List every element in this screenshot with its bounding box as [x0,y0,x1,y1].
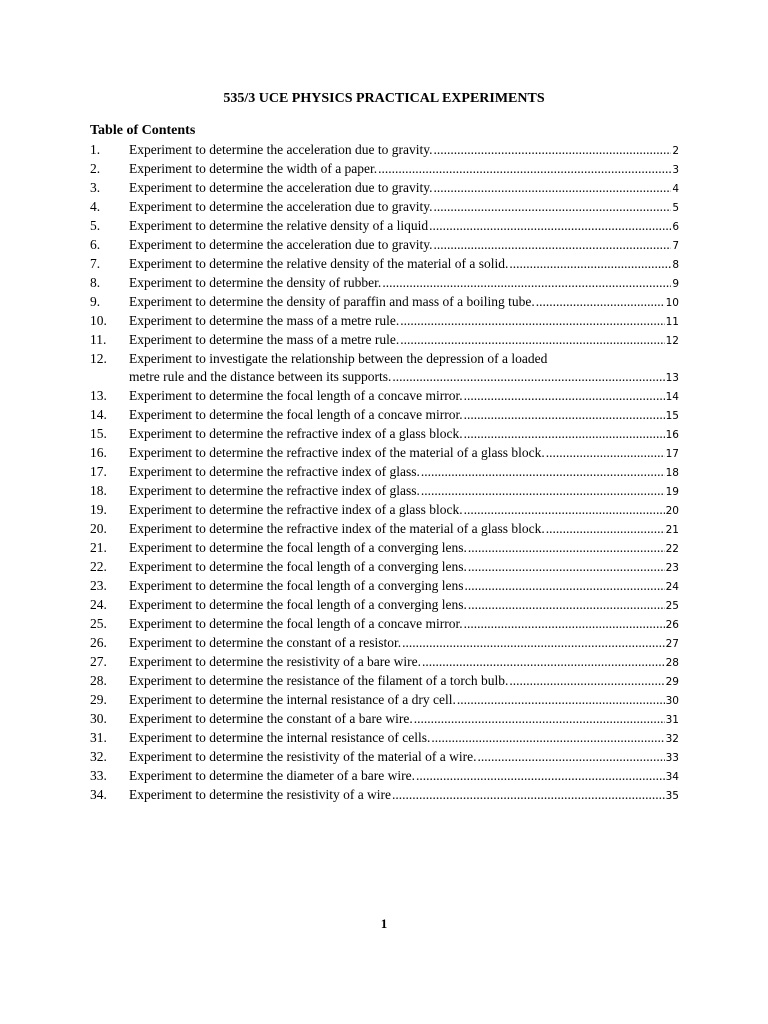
toc-entry-number: 9. [90,294,101,309]
toc-entry-title-continued: metre rule and the distance between its supports. [129,369,392,384]
dot-leader [478,748,665,766]
toc-entry-page[interactable]: 18 [665,467,679,479]
toc-entry[interactable] [90,236,679,255]
dot-leader [382,274,671,292]
toc-entry-number: 6. [90,237,101,252]
dot-leader [414,710,665,728]
toc-entry-page[interactable]: 6 [672,221,679,233]
toc-entry[interactable] [90,691,679,710]
toc-entry-page[interactable]: 28 [665,657,679,669]
dot-leader [416,767,665,785]
toc-entry-number: 34. [90,787,107,802]
toc-entry-page[interactable]: 20 [665,505,679,517]
toc-entry-page[interactable]: 2 [672,145,679,157]
toc-entry-title: Experiment to determine the acceleration due to gravity. [129,180,433,195]
toc-entry-title: Experiment to determine the constant of a resistor. [129,635,402,650]
toc-entry[interactable] [90,634,679,653]
dot-leader [434,179,672,197]
dot-leader [434,141,672,159]
toc-entry-number: 5. [90,218,101,233]
toc-entry-page[interactable]: 4 [672,183,679,195]
dot-leader [434,236,672,254]
toc-entry-number: 7. [90,256,101,271]
toc-entry-title: Experiment to determine the resistance of the filament of a torch bulb. [129,673,509,688]
toc-entry[interactable] [90,672,679,691]
toc-entry-title: Experiment to determine the resistivity of a wire [129,787,392,802]
dot-leader [546,444,665,462]
dot-leader [468,539,665,557]
toc-entry-page[interactable]: 25 [665,600,679,612]
toc-entry-page[interactable]: 8 [672,259,679,271]
toc-entry-title: Experiment to determine the internal resistance of cells. [129,730,431,745]
toc-entry[interactable] [90,501,679,520]
toc-entry-title: Experiment to determine the focal length of a converging lens. [129,559,467,574]
toc-entry[interactable] [90,596,679,615]
toc-entry[interactable] [90,520,679,539]
toc-entry-title: Experiment to investigate the relationship between the depression of a loaded [129,351,548,366]
toc-entry[interactable] [90,160,679,179]
dot-leader [421,482,665,500]
dot-leader [464,501,665,519]
toc-entry[interactable] [90,653,679,672]
toc-entry-page[interactable]: 14 [665,391,679,403]
dot-leader [392,786,665,804]
dot-leader [509,255,671,273]
toc-entry[interactable] [90,558,679,577]
toc-entry-page[interactable]: 21 [665,524,679,536]
toc-entry-number: 30. [90,711,107,726]
toc-entry-page[interactable]: 11 [665,316,679,328]
toc-entry-number: 3. [90,180,101,195]
toc-entry-page[interactable]: 34 [665,771,679,783]
toc-entry-title: Experiment to determine the focal length of a concave mirror. [129,616,463,631]
toc-entry-title: Experiment to determine the internal resistance of a dry cell. [129,692,456,707]
toc-entry-number: 4. [90,199,101,214]
toc-entry-number: 29. [90,692,107,707]
dot-leader [402,634,664,652]
dot-leader [434,198,672,216]
toc-entry-page[interactable]: 19 [665,486,679,498]
toc-entry-title: Experiment to determine the refractive index of a glass block. [129,502,463,517]
toc-entry-number: 2. [90,161,101,176]
toc-entry-page[interactable]: 23 [665,562,679,574]
dot-leader [378,160,671,178]
toc-entry-number: 31. [90,730,107,745]
toc-entry-number: 19. [90,502,107,517]
toc-entry[interactable] [90,786,679,805]
toc-entry-page[interactable]: 7 [672,240,679,252]
toc-entry-page[interactable]: 31 [665,714,679,726]
toc-entry-title: Experiment to determine the resistivity of a bare wire. [129,654,422,669]
toc-entry-page[interactable]: 22 [665,543,679,555]
toc-entry-title: Experiment to determine the focal length of a concave mirror. [129,388,463,403]
toc-entry-title: Experiment to determine the focal length of a converging lens [129,578,464,593]
toc-entry-page[interactable]: 3 [672,164,679,176]
dot-leader [465,577,665,595]
dot-leader [464,425,665,443]
toc-entry-number: 13. [90,388,107,403]
toc-entry-page[interactable]: 5 [672,202,679,214]
page-number: 1 [380,916,388,931]
toc-entry-page[interactable]: 35 [665,790,679,802]
toc-entry-number: 14. [90,407,107,422]
toc-entry-number: 1. [90,142,101,157]
dot-leader [429,217,671,235]
toc-entry-title: Experiment to determine the diameter of a bare wire. [129,768,415,783]
toc-entry-number: 33. [90,768,107,783]
toc-entry-title: Experiment to determine the mass of a metre rule. [129,313,400,328]
toc-entry[interactable] [90,274,679,293]
toc-entry[interactable] [90,710,679,729]
toc-entry-number: 32. [90,749,107,764]
toc-entry-page[interactable]: 10 [665,297,679,309]
toc-entry-page[interactable]: 12 [665,335,679,347]
toc-entry-title: Experiment to determine the constant of a bare wire. [129,711,413,726]
toc-entry-number: 25. [90,616,107,631]
toc-entry-title: Experiment to determine the acceleration due to gravity. [129,142,433,157]
toc-entry[interactable] [90,425,679,444]
toc-entry-number: 17. [90,464,107,479]
toc-entry[interactable] [90,217,679,236]
toc-entry-title: Experiment to determine the mass of a metre rule. [129,332,400,347]
toc-entry-page[interactable]: 24 [665,581,679,593]
toc-entry[interactable] [90,198,679,217]
toc-entry-number: 26. [90,635,107,650]
toc-entry-number: 16. [90,445,107,460]
toc-entry[interactable] [90,748,679,767]
toc-entry[interactable] [90,463,679,482]
dot-leader [509,672,664,690]
toc-entry-title: Experiment to determine the acceleration due to gravity. [129,199,433,214]
toc-entry-title: Experiment to determine the acceleration due to gravity. [129,237,433,252]
dot-leader [464,387,665,405]
dot-leader [468,558,665,576]
toc-entry-number: 15. [90,426,107,441]
toc-entry-title: Experiment to determine the refractive index of glass. [129,483,420,498]
toc-entry-page[interactable]: 17 [665,448,679,460]
toc-entry-title: Experiment to determine the refractive index of a glass block. [129,426,463,441]
dot-leader [546,520,665,538]
toc-entry[interactable] [90,312,679,331]
toc-entry-title: Experiment to determine the focal length of a converging lens. [129,540,467,555]
toc-entry[interactable] [90,729,679,748]
toc-entry-title: Experiment to determine the density of rubber. [129,275,382,290]
toc-entry[interactable] [90,255,679,274]
toc-entry[interactable] [90,350,679,387]
toc-entry-number: 18. [90,483,107,498]
toc-entry-title: Experiment to determine the relative density of the material of a solid. [129,256,509,271]
toc-entry-page[interactable]: 15 [665,410,679,422]
toc-heading: Table of Contents [90,123,196,138]
toc-entry-page[interactable]: 29 [665,676,679,688]
toc-entry[interactable] [90,767,679,786]
toc-entry-page[interactable]: 13 [665,372,679,384]
toc-entry-page[interactable]: 9 [672,278,679,290]
toc-entry-page[interactable]: 27 [665,638,679,650]
toc-entry-number: 21. [90,540,107,555]
toc-entry[interactable] [90,179,679,198]
toc-entry[interactable] [90,406,679,425]
toc-entry-number: 28. [90,673,107,688]
toc-entry[interactable] [90,577,679,596]
toc-entry-page[interactable]: 33 [665,752,679,764]
toc-entry-title: Experiment to determine the focal length of a converging lens. [129,597,467,612]
dot-leader [468,596,665,614]
toc-entry[interactable] [90,444,679,463]
toc-entry-page[interactable]: 30 [665,695,679,707]
toc-entry-number: 23. [90,578,107,593]
dot-leader [431,729,664,747]
toc-entry-title: Experiment to determine the relative density of a liquid [129,218,429,233]
toc-entry-number: 11. [90,332,107,347]
toc-entry[interactable] [90,387,679,406]
dot-leader [536,293,665,311]
dot-leader [400,331,664,349]
dot-leader [464,406,665,424]
toc-entry-title: Experiment to determine the focal length of a concave mirror. [129,407,463,422]
table-of-contents [90,141,679,805]
toc-entry[interactable] [90,482,679,501]
toc-entry-number: 10. [90,313,107,328]
document-title: 535/3 UCE PHYSICS PRACTICAL EXPERIMENTS [223,91,545,106]
toc-entry[interactable] [90,615,679,634]
toc-entry-title: Experiment to determine the refractive index of the material of a glass block. [129,445,545,460]
toc-entry-page[interactable]: 32 [665,733,679,745]
toc-entry[interactable] [90,539,679,558]
toc-entry-number: 20. [90,521,107,536]
toc-entry-number: 22. [90,559,107,574]
toc-entry-page[interactable]: 16 [665,429,679,441]
toc-entry-number: 12. [90,351,107,366]
toc-entry-page[interactable]: 26 [665,619,679,631]
toc-entry-number: 8. [90,275,101,290]
toc-entry[interactable] [90,141,679,160]
toc-entry-number: 27. [90,654,107,669]
toc-entry-title: Experiment to determine the density of paraffin and mass of a boiling tube. [129,294,535,309]
dot-leader [464,615,665,633]
toc-entry[interactable] [90,331,679,350]
toc-entry-title: Experiment to determine the refractive index of glass. [129,464,420,479]
toc-entry-title: Experiment to determine the refractive index of the material of a glass block. [129,521,545,536]
toc-entry-number: 24. [90,597,107,612]
dot-leader [422,653,665,671]
dot-leader [400,312,664,330]
dot-leader [457,691,665,709]
dot-leader [392,368,664,386]
toc-entry-title: Experiment to determine the resistivity of the material of a wire. [129,749,477,764]
toc-entry-title: Experiment to determine the width of a paper. [129,161,378,176]
toc-entry[interactable] [90,293,679,312]
dot-leader [421,463,665,481]
